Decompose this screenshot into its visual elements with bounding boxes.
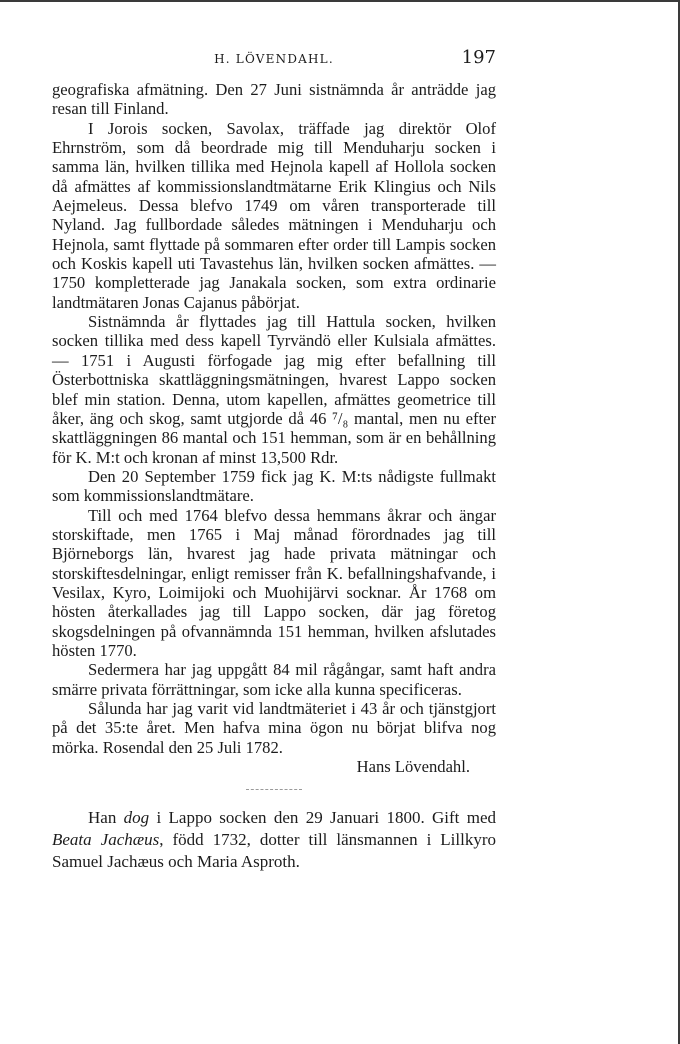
page-number: 197	[461, 47, 496, 68]
body-text	[52, 80, 496, 873]
epilogue-spouse: Beata Jachæus	[52, 830, 160, 850]
paragraph-6: Sedermera har jag uppgått 84 mil rågångar, samt haft andra smärre privata förrättningar, som icke alla kunna specificeras.	[52, 660, 496, 699]
page-header	[52, 47, 496, 71]
epilogue-paragraph	[52, 807, 496, 873]
paragraph-3: Sistnämnda år flyttades jag till Hattula socken, hvilken socken tillika med dess kapell Tyrvändö eller Kulsiala afmättes. — 1751 i Augusti förfogade jag mig efter befallning till Österbottniska skattläggningsmätningen, hvarest Lappo socken blef min station. Denna, utom kapellen, afmättes geometrice till åker, äng och skog, samt utgjorde då 46 ⁷/₈ mantal, men nu efter skattläggningen 86 mantal och 151 hemman, som är en behållning för K. M:t och kronan af minst 13,500 Rdr.	[52, 312, 496, 467]
epilogue-text-1: Han	[88, 808, 124, 828]
epilogue-text-3: , född 1732, dotter till länsmannen i Lillkyro Samuel Jachæus och Maria Asproth.	[52, 830, 497, 872]
signature: Hans Lövendahl.	[356, 757, 470, 777]
paragraph-2: I Jorois socken, Savolax, träffade jag direktör Olof Ehrnström, som då beordrade mig till Menduharju socken i samma län, hvilken tillika med Hejnola kapell af Hollola socken då afmättes af kommissionslandtmätarne Erik Klingius och Nils Aejmeleus. Dessa blefvo 1749 om våren transporterade till Nyland. Jag fullbordade således mätningen i Menduharju och Hejnola, samt flyttade på sommaren efter order till Lampis socken och Koskis kapell uti Tavastehus län, hvilken socken afmättes. — 1750 kompletterade jag Janakala socken, som extra ordinarie landtmätaren Jonas Cajanus påbörjat.	[52, 118, 496, 312]
paragraph-5: Till och med 1764 blefvo dessa hemmans åkrar och ängar storskiftade, men 1765 i Maj månad förordnades jag till Björneborgs län, hvarest jag hade privata mätningar och storskiftesdelningar, enligt remisser från K. befallningshafvande, i Vesilax, Kyro, Loimijoki och Muohijärvi socknar. År 1768 om hösten återkallades jag till Lappo socken, där jag företog skogsdelningen på ofvannämnda 151 hemman, hvilken afslutades hösten 1770.	[52, 505, 496, 660]
paragraph-1: geografiska afmätning. Den 27 Juni sistnämnda år anträdde jag resan till Finland.	[52, 80, 496, 119]
scan-edge-top	[0, 0, 680, 2]
paragraph-4: Den 20 September 1759 fick jag K. M:ts nådigste fullmakt som kommissionslandtmätare.	[52, 466, 496, 506]
paragraph-7: Sålunda har jag varit vid landtmäteriet i 43 år och tjänstgjort på det 35:te året. Men hafva mina ögon nu börjat blifva nog mörka. Rosendal den 25 Juli 1782.	[52, 699, 496, 757]
epilogue-text-2: i Lappo socken den 29 Januari 1800. Gift med	[149, 808, 496, 828]
epilogue-dog: dog	[123, 808, 150, 828]
section-divider	[246, 789, 302, 790]
running-head: H. LÖVENDAHL.	[214, 52, 334, 66]
